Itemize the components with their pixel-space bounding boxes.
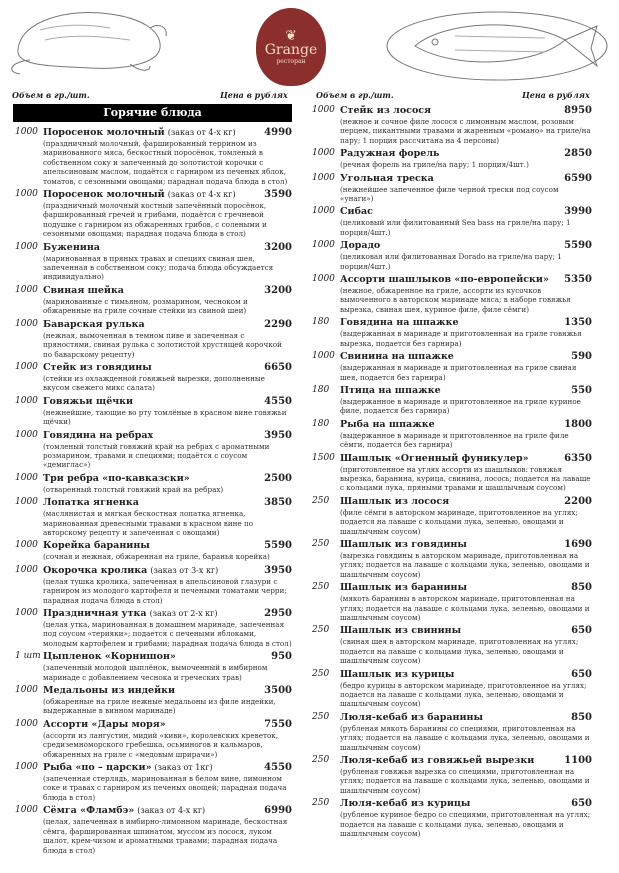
menu-item: [312, 754, 592, 795]
item-volume: 180: [312, 418, 330, 429]
item-description: (нежное и сочное филе лосося с лимонным маслом, розовым перцем, пикантными травами и жаренным «романо» на гриле/на пару; 1 порция рассчитана на 4 персоны): [340, 117, 591, 145]
menu-item: [312, 538, 592, 579]
item-description: (нежнейшие, тающие во рту томлёные в красном вине говяжьи щёчки): [43, 407, 287, 427]
item-title-line: [43, 284, 292, 297]
item-body: [43, 361, 292, 393]
item-price: 5350: [564, 274, 592, 286]
item-body: [340, 624, 592, 665]
item-description: (стейки из охлажденной говяжьей вырезки, дополненные вкусом свежего микс салата): [43, 373, 265, 393]
menu-item: [15, 318, 292, 359]
item-order-note: (заказ от 2-х кг): [149, 609, 218, 618]
item-order-note: (заказ от 4-х кг): [167, 128, 236, 137]
item-order-note: (заказ от 4-х кг): [167, 190, 236, 200]
item-volume: 1000: [312, 172, 335, 183]
item-name: Поросенок молочный: [43, 189, 165, 201]
menu-item: [15, 241, 292, 282]
item-price: 2950: [264, 608, 292, 619]
item-name: Поросенок молочный: [43, 127, 165, 138]
item-price: 4550: [264, 395, 292, 407]
item-name: Рыба на шпажке: [340, 418, 435, 430]
logo-subtitle: ресторан: [276, 57, 306, 65]
item-order-note: (заказ от 4-х кг): [137, 806, 206, 816]
item-title-line: [340, 581, 592, 594]
item-body: [43, 684, 292, 716]
menu-item: [312, 273, 592, 314]
item-description: (целиковый или филитованный Sea bass на гриле/на пару; 1 порция/4шт.): [340, 218, 571, 237]
item-description: (запеченный молодой цыплёнок, вымоченный в имбирном маринаде с добавлением чеснока и греческих трав): [43, 663, 268, 682]
menu-item: [15, 564, 292, 605]
item-body: [340, 316, 592, 348]
item-title-line: [43, 650, 292, 663]
item-description: (маринованная в пряных травах и специях свиная шея, запеченная в собственном соку; подача блюда обсуждается индивидуально): [43, 253, 274, 282]
item-name: Птица на шпажке: [340, 384, 441, 396]
item-price: 3950: [264, 564, 292, 576]
item-body: [340, 350, 592, 382]
menu-item: [312, 384, 592, 416]
item-price: 1350: [564, 317, 592, 329]
item-body: [43, 188, 292, 239]
item-name: Медальоны из индейки: [43, 685, 176, 697]
item-price: 3990: [564, 206, 592, 218]
item-price: 6650: [264, 361, 292, 373]
item-price: 550: [571, 384, 592, 396]
item-body: [340, 384, 592, 416]
item-title-line: [43, 804, 292, 817]
menu-item: [15, 607, 292, 648]
left-price-header: Цена в рублях: [220, 90, 288, 100]
item-name: Три ребра «по-кавказски»: [43, 472, 190, 484]
item-title-line: [340, 797, 592, 810]
item-title-line: [340, 495, 592, 508]
item-name: Люля-кебаб из курицы: [340, 798, 471, 810]
item-volume: 250: [312, 538, 330, 549]
item-price: 3200: [264, 284, 292, 296]
item-volume: 1000: [15, 395, 38, 406]
menu-item: [312, 316, 592, 348]
item-name: Свиная шейка: [43, 284, 124, 296]
item-description: (рубленая говяжья вырезка со специями, приготовленная на углях; подается на лаваше с кольцами лука, зеленью, овощами и шашлычным соусом): [340, 767, 590, 795]
item-title-line: [43, 539, 292, 552]
item-title-line: [340, 350, 592, 363]
item-name: Баварская рулька: [43, 318, 145, 330]
section-title-hot-dishes: Горячие блюда: [13, 104, 292, 122]
item-price: 3200: [264, 241, 292, 253]
item-name: Свинина на шпажке: [340, 351, 454, 363]
item-name: Сибас: [340, 206, 373, 218]
item-title-line: [43, 761, 292, 774]
item-volume: 1000: [15, 497, 38, 508]
item-body: [43, 318, 292, 359]
item-name: Шашлык из говядины: [340, 538, 467, 550]
item-volume: 180: [312, 317, 330, 328]
item-name: Сёмга «Фламбэ»: [43, 805, 135, 817]
item-price: 2850: [564, 148, 592, 160]
item-order-note: (заказ от 3-х кг): [150, 565, 219, 575]
item-name: Лопатка ягненка: [43, 497, 139, 509]
item-title-line: [43, 395, 292, 408]
pig-sketch-illustration: [0, 0, 175, 82]
left-volume-header: Объем в гр./шт.: [12, 90, 90, 100]
item-title-line: [340, 316, 592, 329]
item-title-line: [43, 718, 292, 731]
item-description: (праздничный молочный костный запечённый поросёнок, фаршированный гречей и грибами, подаётся с гречневой подушке с гарниром из обжаренных грибов, с солеными и сезонными овощами; парадная подача блюда в стол): [43, 201, 267, 239]
item-volume: 1000: [15, 318, 38, 329]
item-body: [340, 538, 592, 579]
menu-item: [312, 104, 592, 145]
item-title-line: [43, 126, 292, 139]
item-volume: 250: [312, 668, 330, 679]
item-body: [43, 718, 292, 759]
item-body: [43, 607, 292, 648]
item-volume: 1000: [15, 540, 38, 551]
item-volume: 1000: [15, 472, 38, 483]
item-description: (отваренный толстый говяжий край на ребрах): [43, 484, 224, 494]
item-description: (рубленое куриное бедро со специями, приготовленная на углях; подается на лаваше с кольцами лука, зеленью, овощами и шашлычным соусом): [340, 810, 591, 839]
item-volume: 250: [312, 625, 330, 636]
menu-item: [15, 472, 292, 494]
item-name: Рыба «по – царски»: [43, 762, 152, 774]
item-volume: 1000: [15, 718, 38, 729]
item-name: Цыпленок «Корнишон»: [43, 651, 176, 663]
item-body: [43, 126, 292, 186]
item-title-line: [43, 564, 292, 577]
item-volume: 1000: [312, 148, 335, 159]
item-volume: 1000: [15, 284, 38, 295]
item-body: [340, 418, 592, 450]
menu-item: [15, 361, 292, 393]
item-description: (целая утка, маринованная в домашнем маринаде, запеченная под соусом «терияки»; подается с печеными яблоками, молодым картофелем и грибами; парадная подача блюда в стол): [43, 620, 292, 648]
item-description: (свиная шея в авторском маринаде, приготовленная на углях; подается на лаваше с кольцами лука, зеленью, овощами и шашлычным соусом): [340, 637, 579, 666]
menu-item: [312, 147, 592, 169]
item-name: Окорочка кролика: [43, 564, 148, 576]
item-volume: 1000: [312, 274, 335, 285]
item-body: [340, 147, 592, 169]
item-body: [340, 452, 592, 493]
item-name: Стейк из говядины: [43, 361, 152, 373]
menu-item: [15, 539, 292, 561]
item-price: 2500: [264, 472, 292, 484]
menu-item: [312, 418, 592, 450]
menu-item: [312, 581, 592, 622]
item-price: 5590: [264, 540, 292, 552]
item-volume: 1000: [312, 240, 335, 251]
item-body: [340, 273, 592, 314]
item-title-line: [43, 188, 292, 201]
item-order-note: (заказ от 1кг): [154, 763, 213, 773]
item-description: (выдержанное в маринаде и приготовленное на гриле филе сёмги, подается без гарнира): [340, 430, 569, 450]
item-description: (нежнейшее запеченное филе черной трески под соусом «унаги»): [340, 184, 559, 204]
item-title-line: [340, 624, 592, 637]
item-title-line: [43, 318, 292, 331]
item-body: [340, 104, 592, 145]
item-title-line: [43, 429, 292, 442]
item-volume: 1000: [312, 351, 335, 362]
item-title-line: [340, 668, 592, 681]
item-name: Люля-кебаб из баранины: [340, 711, 484, 723]
item-description: (выдержанная в маринаде и приготовленная на гриле свиная шея, подается без гарнира): [340, 363, 577, 382]
menu-item: [15, 496, 292, 537]
item-price: 3950: [264, 429, 292, 441]
item-volume: 1000: [15, 429, 38, 440]
item-title-line: [340, 418, 592, 431]
left-menu-column: [15, 104, 292, 857]
item-price: 2200: [564, 495, 592, 507]
item-price: 1690: [564, 538, 592, 550]
item-title-line: [340, 273, 592, 286]
menu-item: [312, 797, 592, 838]
menu-item: [312, 452, 592, 493]
item-volume: 1000: [312, 105, 335, 115]
item-name: Говяжьи щёчки: [43, 395, 134, 407]
menu-item: [312, 668, 592, 709]
menu-item: [312, 350, 592, 382]
item-body: [340, 239, 592, 271]
item-description: (праздничный молочный, фаршированный террином из маринованного мяса, бескостный поросёнок, томленый в собственном соку и запеченный до золотистой корочки с апельсиновым маслом, подаётся с гарниром из печеных яблок, томатов, с сезонными овощами; парадная подача блюда в стол): [43, 139, 288, 186]
item-title-line: [43, 241, 292, 254]
menu-item: [312, 239, 592, 271]
item-volume: 1000: [15, 564, 38, 575]
item-body: [43, 650, 292, 682]
item-volume: 1 шт: [15, 651, 41, 662]
item-description: (сочная и нежная, обжаренная на гриле, баранья корейка): [43, 552, 270, 562]
item-body: [43, 395, 292, 427]
right-menu-list: [312, 104, 592, 839]
item-title-line: [340, 172, 592, 185]
item-body: [340, 668, 592, 709]
item-name: Говядина на шпажке: [340, 317, 459, 329]
item-volume: 1000: [15, 241, 38, 252]
item-volume: 180: [312, 384, 330, 395]
item-price: 6350: [564, 452, 592, 464]
menu-item: [15, 761, 292, 802]
logo-ornament-icon: ❦: [285, 27, 297, 44]
item-body: [43, 241, 292, 282]
restaurant-logo: [256, 8, 326, 86]
item-name: Шашлык из баранины: [340, 582, 467, 594]
item-volume: 250: [312, 755, 330, 766]
item-description: (рубленая мякоть баранины со специями, приготовленная на углях; подается на лаваше с кольцами лука, зеленью, овощами и шашлычным соусом): [340, 723, 590, 752]
right-menu-column: [312, 104, 592, 841]
menu-item: [312, 172, 592, 204]
item-title-line: [340, 384, 592, 397]
item-description: (приготовленное на углях ассорти из шашлыков: говяжья вырезка, баранина, курица, свинина, лосось; подается на лаваше с кольцами лука, пряными травами и шашлычным соусом): [340, 464, 591, 493]
item-name: Стейк из лосося: [340, 105, 432, 116]
item-title-line: [43, 496, 292, 509]
item-body: [43, 284, 292, 316]
item-price: 3850: [264, 497, 292, 509]
item-price: 850: [571, 711, 592, 723]
item-name: Шашлык «Огненный фуникулер»: [340, 452, 529, 464]
item-volume: 1000: [15, 805, 38, 816]
item-name: Корейка баранины: [43, 540, 150, 552]
item-volume: 250: [312, 798, 330, 809]
item-description: (целая тушка кролика, запеченная в апельсиновой глазури с гарниром из молодого картофеля и печеными томатами черри; парадная подача блюда в стол): [43, 576, 287, 605]
item-price: 590: [571, 351, 592, 363]
item-body: [340, 581, 592, 622]
item-price: 3500: [264, 685, 292, 697]
item-body: [43, 539, 292, 561]
menu-item: [15, 126, 292, 186]
item-volume: 1000: [15, 189, 38, 200]
item-title-line: [340, 538, 592, 551]
item-price: 1800: [564, 418, 592, 430]
item-description: (выдержанная в маринаде и приготовленная на гриле говяжья вырезка, подается без гарнира): [340, 329, 582, 348]
menu-item: [312, 495, 592, 536]
right-volume-header: Объем в гр./шт.: [316, 90, 394, 100]
item-description: (бедро курицы в авторском маринаде, приготовленное на углях; подается на лаваше с кольцами лука, зеленью, овощами и шашлычным соусом): [340, 680, 587, 709]
item-price: 650: [571, 625, 592, 637]
item-price: 3590: [264, 189, 292, 201]
item-description: (запеченная стерлядь, маринованная в белом вине, лимонном соке и травах с гарниром из печеных овощей; парадная подача блюда в стол): [43, 774, 287, 802]
item-volume: 1000: [15, 361, 38, 372]
item-price: 8950: [564, 105, 592, 116]
item-volume: 1000: [15, 127, 38, 137]
item-volume: 250: [312, 582, 330, 593]
item-body: [43, 761, 292, 802]
fish-plate-sketch-illustration: [375, 0, 619, 88]
item-description: (мякоть баранины в авторском маринаде, приготовленная на углях; подается на лаваше с кольцами лука, зеленью, овощами и шашлычным соусом): [340, 594, 590, 622]
item-description: (обжаренные на гриле нежные медальоны из филе индейки, выдержанные в винном маринаде): [43, 697, 276, 716]
item-price: 650: [571, 668, 592, 680]
item-body: [340, 172, 592, 204]
item-price: 2290: [264, 318, 292, 330]
menu-item: [15, 395, 292, 427]
item-title-line: [340, 452, 592, 465]
item-price: 7550: [264, 718, 292, 730]
item-description: (ассорти из лангустин, мидий «киви», королевских креветок, средиземноморского гребешка, осьминогов и кальмаров, обжаренных на гриле с «медовым шрирачи»): [43, 730, 279, 759]
item-volume: 1000: [15, 685, 38, 696]
item-body: [43, 564, 292, 605]
item-body: [43, 472, 292, 494]
item-description: (томленый толстый говяжий край на ребрах с ароматными розмарином, травами и специями; подаётся с соусом «демиглас»): [43, 441, 270, 470]
item-body: [340, 205, 592, 237]
item-description: (вырезка говядины в авторском маринаде, приготовленная на углях; подается на лаваше с кольцами лука, зеленью, овощами и шашлычным соусом): [340, 550, 590, 579]
item-name: Шашлык из свинины: [340, 625, 462, 637]
item-price: 1100: [564, 755, 592, 767]
item-name: Говядина на ребрах: [43, 429, 154, 441]
item-price: 6590: [564, 172, 592, 184]
item-body: [43, 804, 292, 855]
item-body: [43, 496, 292, 537]
menu-item: [312, 205, 592, 237]
item-title-line: [43, 684, 292, 697]
item-name: Радужная форель: [340, 148, 440, 160]
menu-item: [312, 711, 592, 752]
item-name: Ассорти шашлыков «по-европейски»: [340, 274, 549, 286]
item-title-line: [340, 104, 592, 117]
item-volume: 1500: [312, 452, 335, 463]
item-description: (нежное, обжаренное на гриле, ассорти из кусочков вымоченного в авторском маринаде мяса; в наборе говяжья вырезка, свиная шея, куриное филе, филе сёмги): [340, 286, 571, 314]
item-description: (целиковая или филитованная Dorado на гриле/на пару; 1 порция/4шт.): [340, 252, 562, 271]
item-price: 4550: [264, 762, 292, 774]
item-title-line: [43, 472, 292, 485]
item-volume: 250: [312, 711, 330, 722]
item-description: (речная форель на гриле/на пару; 1 порция/4шт.): [340, 160, 529, 170]
item-volume: 1000: [15, 762, 38, 773]
menu-item: [15, 684, 292, 716]
item-price: 650: [571, 798, 592, 810]
item-price: 4990: [264, 127, 292, 138]
item-title-line: [43, 607, 292, 620]
item-name: Дорадо: [340, 240, 381, 252]
menu-item: [15, 718, 292, 759]
item-price: 950: [271, 651, 292, 663]
item-volume: 1000: [15, 608, 38, 618]
item-body: [340, 711, 592, 752]
item-title-line: [340, 239, 592, 252]
item-body: [340, 754, 592, 795]
menu-item: [15, 429, 292, 470]
item-name: Буженина: [43, 241, 100, 253]
item-price: 5590: [564, 240, 592, 252]
item-name: Ассорти «Дары моря»: [43, 718, 166, 730]
item-description: (целая, запеченная в имбирно-лимонном маринаде, бескостная сёмга, фаршированная шпинатом, муссом из лосося, луком шалот, крем-чизом и ароматными травами; парадная подача блюда в стол): [43, 817, 288, 855]
item-title-line: [340, 205, 592, 218]
item-price: 6990: [264, 805, 292, 817]
item-volume: 250: [312, 495, 330, 506]
item-title-line: [43, 361, 292, 374]
item-body: [340, 495, 592, 536]
item-volume: 1000: [312, 206, 335, 217]
item-body: [43, 429, 292, 470]
logo-name: Grange: [264, 41, 318, 58]
item-title-line: [340, 711, 592, 724]
item-name: Люля-кебаб из говяжьей вырезки: [340, 755, 535, 767]
item-description: (маринованные с тимьяном, розмарином, чесноком и обжаренные на гриле сочные стейки из свиной шеи): [43, 296, 248, 316]
item-name: Праздничная утка: [43, 608, 147, 619]
menu-item: [15, 804, 292, 855]
item-name: Шашлык из курицы: [340, 668, 455, 680]
item-description: (маслянистая и мягкая бескостная лопатка ягненка, маринованная древесными травами в красном вине по авторскому рецепту и запеченная с овощами): [43, 509, 254, 537]
item-body: [340, 797, 592, 838]
item-description: (нежная, вымоченная в темном пиве и запеченная с пряностями, свиная рулька с золотистой хрустящей корочкой по баварскому рецепту): [43, 330, 282, 359]
item-description: (выдержанное в маринаде и приготовленное на гриле куриное филе, подается без гарнира): [340, 396, 581, 416]
menu-item: [15, 650, 292, 682]
left-menu-list: [15, 126, 292, 855]
menu-item: [312, 624, 592, 665]
right-price-header: Цена в рублях: [522, 90, 590, 100]
item-description: (филе сёмги в авторском маринаде, приготовленное на углях; подается на лаваше с кольцами лука, зеленью, овощами и шашлычным соусом): [340, 507, 578, 536]
item-name: Угольная треска: [340, 172, 434, 184]
menu-item: [15, 188, 292, 239]
item-title-line: [340, 147, 592, 160]
item-title-line: [340, 754, 592, 767]
menu-item: [15, 284, 292, 316]
item-name: Шашлык из лосося: [340, 495, 450, 507]
item-price: 850: [571, 582, 592, 594]
